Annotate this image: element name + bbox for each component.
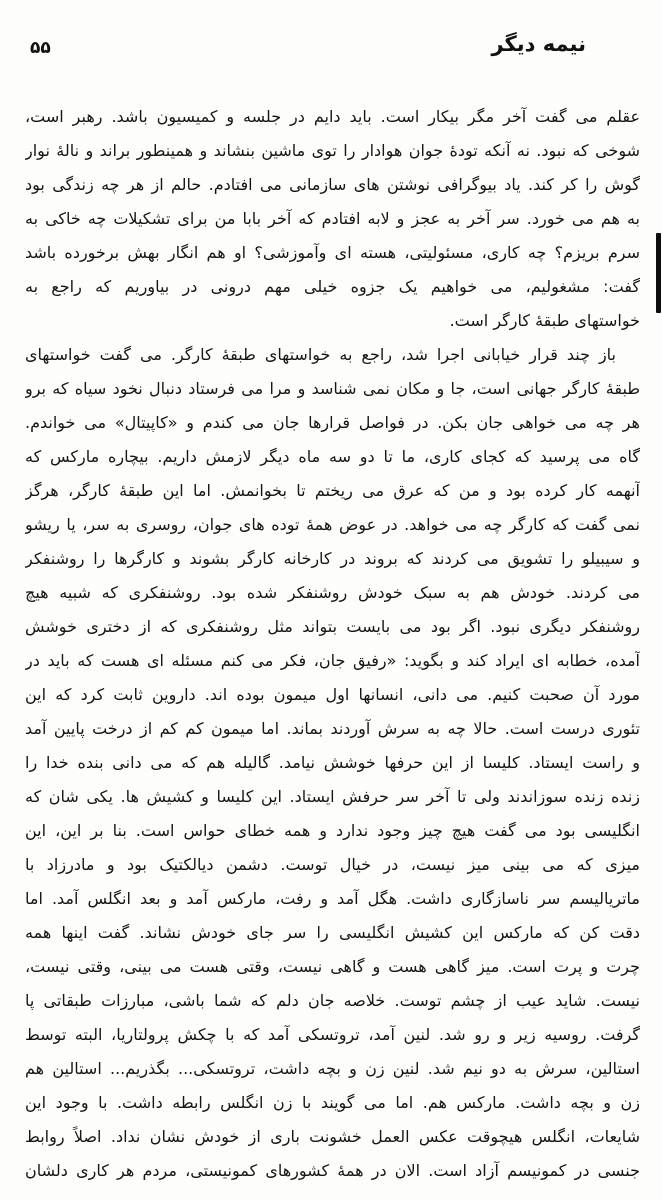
text-line: هر چه می خواهی جان بکن. در فواصل قرارها جان می کندم و «کاپیتال» می خواندم. — [25, 413, 640, 432]
text-line: طبقهٔ کارگر جهانی است، جا و مکان نمی شناسد و مرا می فرستاد دنبال نخود سیاه که برو — [25, 379, 640, 398]
text-line: و راست ایستاد. کلیسا از این حرفها خوشش نیامد. گالیله هم که می دانی بنده خدا را — [25, 753, 640, 772]
text-line: شایعات، انگلس هیچوقت عکس العمل خشونت باری از خودش نشان نداد. اصلاً روابط — [25, 1127, 640, 1146]
text-line: جنسی در کمونیسم آزاد است. الان در همهٔ کشورهای کمونیستی، مردم هر کاری دلشان — [25, 1161, 640, 1180]
text-line: گفت: مشغولیم، می خواهیم یک جزوه خیلی مهم درونی در بیاوریم که راجع به — [25, 277, 640, 296]
text-line: سرم بریزم؟ چه کاری، مسئولیتی، هسته ای وآموزشی؟ او هم انگار بهش برخورده باشد — [25, 243, 640, 262]
text-line: زن و بچه داشت. مارکس هم. اما می گویند با زن انگلس رابطه داشت. با وجود این — [25, 1093, 640, 1112]
page-number: ۵۵ — [30, 38, 51, 58]
text-line: و سیبیلو را تشویق می کردند که بروند در کارخانه کارگر بشوند و کارگرها را روشنفکر — [25, 549, 640, 568]
text-line: گرفت. روسیه زیر و رو شد. لنین آمد، تروتسکی آمد که با چکش پرولتاریا، البته توسط — [25, 1025, 640, 1044]
text-line: دقت کن که مارکس این کشیش انگلیسی را سر جای خودش نشاند. گفت اینها همه — [25, 923, 640, 942]
text-line: آمده، خطابه ای ایراد کند و بگوید: «رفیق جان، فکر می کنم مسئله ای هست که باید در — [25, 651, 640, 670]
book-title: نیمه دیگر — [491, 32, 586, 56]
text-line: روشنفکر دیگری نبود. اگر بود می بایست بتواند مثل روشنفکری که از دختری خوشش — [25, 617, 640, 636]
text-line: تئوری درست است. حالا چه به سرش آوردند بماند. اما میمون کم کم از درخت پایین آمد — [25, 719, 640, 738]
text-line: گاه می پرسید که کجای کاری، ما تا دو سه ماه دیگر لازمش داریم. بیچاره مارکس که — [25, 447, 640, 466]
text-line: انگلیسی بود می گفت هیچ چیز وجود ندارد و همه خطای حواس است. بنا بر این، این — [25, 821, 640, 840]
text-line: به هم می خورد. سر آخر به عجز و لابه افتادم که آخر بابا من برای تشکیلات چه خاکی به — [25, 209, 640, 228]
text-line: چرت و پرت است. میز گاهی هست و گاهی نیست، وقتی هست می بینی، وقتی نیست، — [25, 957, 640, 976]
text-line: عقلم می گفت آخر مگر بیکار است. باید دایم در جلسه و کمیسیون باشد. رهبر است، — [25, 107, 640, 126]
text-line: زنده زنده سوزاندند ولی تا آخر سر حرفش ایستاد. این کلیسا و کشیش ها. یکی شان که — [25, 787, 640, 806]
text-line: استالین، سرش به دو نیم شد. لنین زن و بچه داشت، تروتسکی... بگذریم... استالین هم — [25, 1059, 640, 1078]
body-text — [25, 100, 640, 1188]
scan-artifact-bar — [656, 233, 661, 313]
text-line: ماتریالیسم سر ناسازگاری داشت. هگل آمد و رفت، مارکس آمد و بعد انگلس آمد. اما — [25, 889, 640, 908]
text-line: گوش را کر کند. یاد بیوگرافی نوشتن های سازمانی می افتادم. حالم از هر چه زندگی بود — [25, 175, 640, 194]
text-line: آنهمه کار کرده بود و من که عرق می ریختم تا بخوانمش. اما این طبقهٔ کارگر، هرگز — [25, 481, 640, 500]
text-line: نیست. شاید عیب از چشم توست. خلاصه جان دلم که شما باشی، مبارزات طبقاتی پا — [25, 991, 640, 1010]
text-line: میزی که می بینی میز نیست، در خیال توست. دشمن دیالکتیک بود و مادرزاد با — [25, 855, 640, 874]
text-line: مورد آن صحبت کنیم. می دانی، انسانها اول میمون بوده اند. داروین ثابت کرد که این — [25, 685, 640, 704]
text-line: خواستهای طبقهٔ کارگر است. — [449, 311, 640, 330]
text-line: نمی گفت که کارگر چه می خواهد. در عوض همهٔ توده های جوان، روسری به سر، یا ریشو — [25, 515, 640, 534]
text-line: شوخی که نبود. نه آنکه تودهٔ جوان هوادار را توی ماشین بنشاند و همینطور براند و نالهٔ نوار — [25, 141, 640, 160]
text-line: باز چند قرار خیابانی اجرا شد، راجع به خواستهای طبقهٔ کارگر. می گفت خواستهای — [25, 345, 616, 364]
text-line: می کردند. خودش هم به سبک خودش روشنفکر شده بود. روشنفکری که شبیه هیچ — [25, 583, 640, 602]
